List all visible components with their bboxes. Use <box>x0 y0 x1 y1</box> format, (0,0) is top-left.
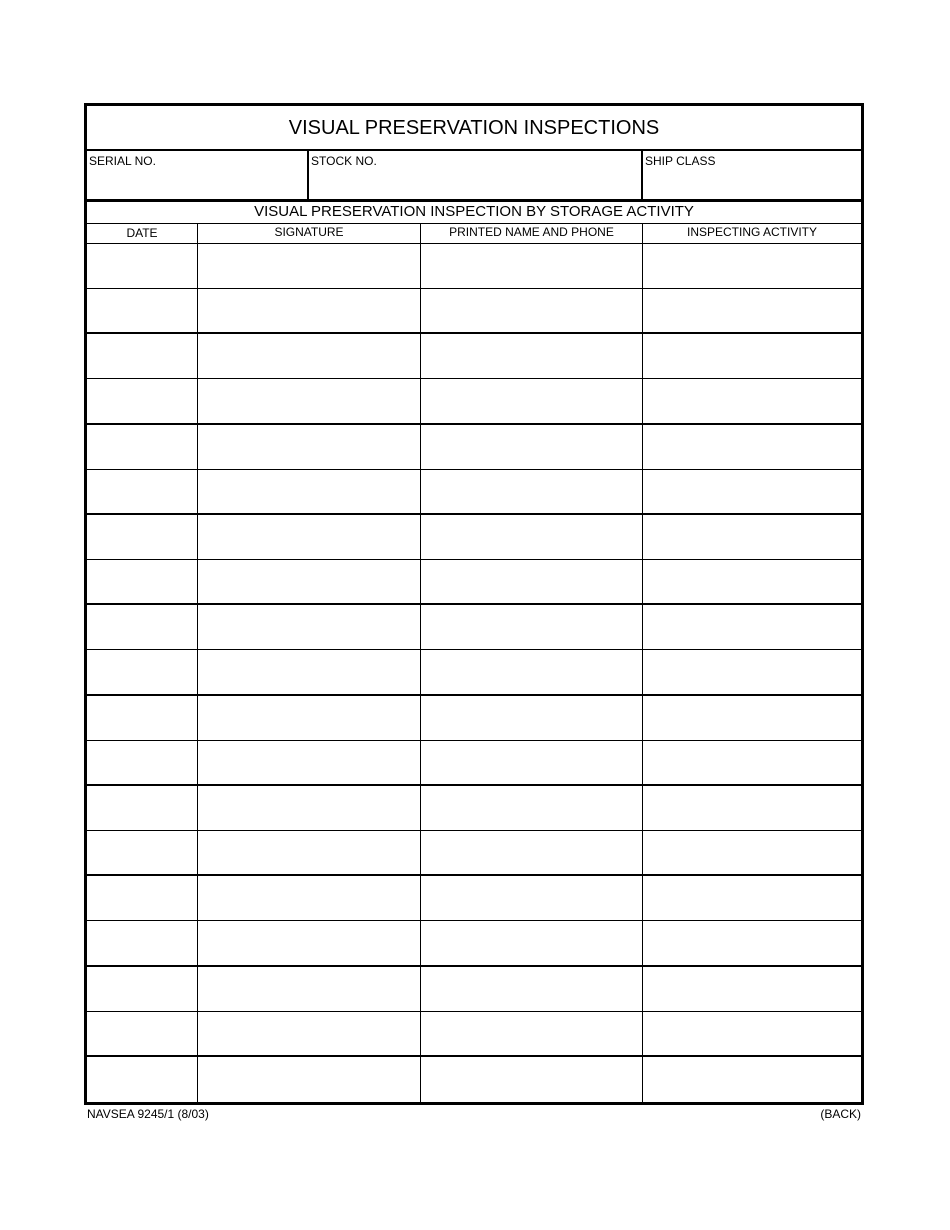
printed-name-cell[interactable] <box>421 289 643 334</box>
printed-name-cell[interactable] <box>421 741 643 786</box>
column-header-signature: SIGNATURE <box>198 224 421 244</box>
printed-name-cell[interactable] <box>421 379 643 424</box>
signature-cell[interactable] <box>198 379 421 424</box>
inspecting-activity-cell[interactable] <box>643 921 861 966</box>
signature-cell[interactable] <box>198 289 421 334</box>
serial-no-label: SERIAL NO. <box>89 154 156 168</box>
table-row <box>87 470 861 515</box>
column-header-printed-name: PRINTED NAME AND PHONE <box>421 224 643 244</box>
printed-name-cell[interactable] <box>421 605 643 650</box>
date-cell[interactable] <box>87 741 198 786</box>
inspecting-activity-cell[interactable] <box>643 244 861 289</box>
printed-name-cell[interactable] <box>421 244 643 289</box>
identification-row <box>87 151 861 201</box>
date-cell[interactable] <box>87 379 198 424</box>
signature-cell[interactable] <box>198 876 421 921</box>
printed-name-cell[interactable] <box>421 696 643 741</box>
date-cell[interactable] <box>87 1057 198 1102</box>
signature-cell[interactable] <box>198 967 421 1012</box>
inspection-form <box>84 103 864 1105</box>
signature-cell[interactable] <box>198 560 421 605</box>
stock-no-label: STOCK NO. <box>311 154 377 168</box>
inspecting-activity-cell[interactable] <box>643 1012 861 1057</box>
date-cell[interactable] <box>87 696 198 741</box>
inspecting-activity-cell[interactable] <box>643 425 861 470</box>
printed-name-cell[interactable] <box>421 831 643 876</box>
table-row <box>87 605 861 650</box>
table-row <box>87 1012 861 1057</box>
table-row <box>87 696 861 741</box>
inspection-table <box>87 244 861 1102</box>
date-cell[interactable] <box>87 786 198 831</box>
table-row <box>87 379 861 424</box>
printed-name-cell[interactable] <box>421 1012 643 1057</box>
inspecting-activity-cell[interactable] <box>643 696 861 741</box>
table-row <box>87 786 861 831</box>
table-row <box>87 831 861 876</box>
date-cell[interactable] <box>87 921 198 966</box>
inspecting-activity-cell[interactable] <box>643 650 861 695</box>
signature-cell[interactable] <box>198 650 421 695</box>
printed-name-cell[interactable] <box>421 470 643 515</box>
printed-name-cell[interactable] <box>421 921 643 966</box>
signature-cell[interactable] <box>198 1057 421 1102</box>
date-cell[interactable] <box>87 876 198 921</box>
signature-cell[interactable] <box>198 425 421 470</box>
inspecting-activity-cell[interactable] <box>643 967 861 1012</box>
printed-name-cell[interactable] <box>421 876 643 921</box>
inspecting-activity-cell[interactable] <box>643 786 861 831</box>
signature-cell[interactable] <box>198 515 421 560</box>
date-cell[interactable] <box>87 560 198 605</box>
printed-name-cell[interactable] <box>421 967 643 1012</box>
table-row <box>87 515 861 560</box>
inspecting-activity-cell[interactable] <box>643 741 861 786</box>
date-cell[interactable] <box>87 967 198 1012</box>
date-cell[interactable] <box>87 515 198 560</box>
column-header-inspecting-activity: INSPECTING ACTIVITY <box>643 224 861 244</box>
inspecting-activity-cell[interactable] <box>643 831 861 876</box>
section-title: VISUAL PRESERVATION INSPECTION BY STORAGE ACTIVITY <box>87 201 861 224</box>
form-number: NAVSEA 9245/1 (8/03) <box>87 1107 209 1121</box>
table-row <box>87 334 861 379</box>
inspecting-activity-cell[interactable] <box>643 876 861 921</box>
printed-name-cell[interactable] <box>421 786 643 831</box>
table-row <box>87 289 861 334</box>
signature-cell[interactable] <box>198 1012 421 1057</box>
inspecting-activity-cell[interactable] <box>643 515 861 560</box>
form-title: VISUAL PRESERVATION INSPECTIONS <box>87 106 861 151</box>
signature-cell[interactable] <box>198 741 421 786</box>
table-row <box>87 967 861 1012</box>
printed-name-cell[interactable] <box>421 1057 643 1102</box>
inspecting-activity-cell[interactable] <box>643 470 861 515</box>
date-cell[interactable] <box>87 831 198 876</box>
printed-name-cell[interactable] <box>421 425 643 470</box>
table-row <box>87 650 861 695</box>
date-cell[interactable] <box>87 425 198 470</box>
date-cell[interactable] <box>87 650 198 695</box>
printed-name-cell[interactable] <box>421 515 643 560</box>
column-header-date: DATE <box>87 224 198 244</box>
inspecting-activity-cell[interactable] <box>643 1057 861 1102</box>
date-cell[interactable] <box>87 470 198 515</box>
inspecting-activity-cell[interactable] <box>643 379 861 424</box>
table-row <box>87 425 861 470</box>
date-cell[interactable] <box>87 334 198 379</box>
signature-cell[interactable] <box>198 786 421 831</box>
signature-cell[interactable] <box>198 921 421 966</box>
serial-no-field[interactable] <box>87 151 309 199</box>
date-cell[interactable] <box>87 289 198 334</box>
date-cell[interactable] <box>87 605 198 650</box>
printed-name-cell[interactable] <box>421 334 643 379</box>
printed-name-cell[interactable] <box>421 560 643 605</box>
inspecting-activity-cell[interactable] <box>643 560 861 605</box>
inspecting-activity-cell[interactable] <box>643 605 861 650</box>
ship-class-field[interactable] <box>643 151 861 199</box>
printed-name-cell[interactable] <box>421 650 643 695</box>
table-row <box>87 244 861 289</box>
date-cell[interactable] <box>87 1012 198 1057</box>
table-row <box>87 741 861 786</box>
stock-no-field[interactable] <box>309 151 643 199</box>
signature-cell[interactable] <box>198 244 421 289</box>
page-side: (BACK) <box>820 1107 861 1121</box>
signature-cell[interactable] <box>198 470 421 515</box>
table-row <box>87 560 861 605</box>
signature-cell[interactable] <box>198 605 421 650</box>
inspecting-activity-cell[interactable] <box>643 289 861 334</box>
date-cell[interactable] <box>87 244 198 289</box>
signature-cell[interactable] <box>198 334 421 379</box>
signature-cell[interactable] <box>198 831 421 876</box>
inspecting-activity-cell[interactable] <box>643 334 861 379</box>
table-row <box>87 876 861 921</box>
table-row <box>87 921 861 966</box>
table-row <box>87 1057 861 1102</box>
ship-class-label: SHIP CLASS <box>645 154 716 168</box>
signature-cell[interactable] <box>198 696 421 741</box>
